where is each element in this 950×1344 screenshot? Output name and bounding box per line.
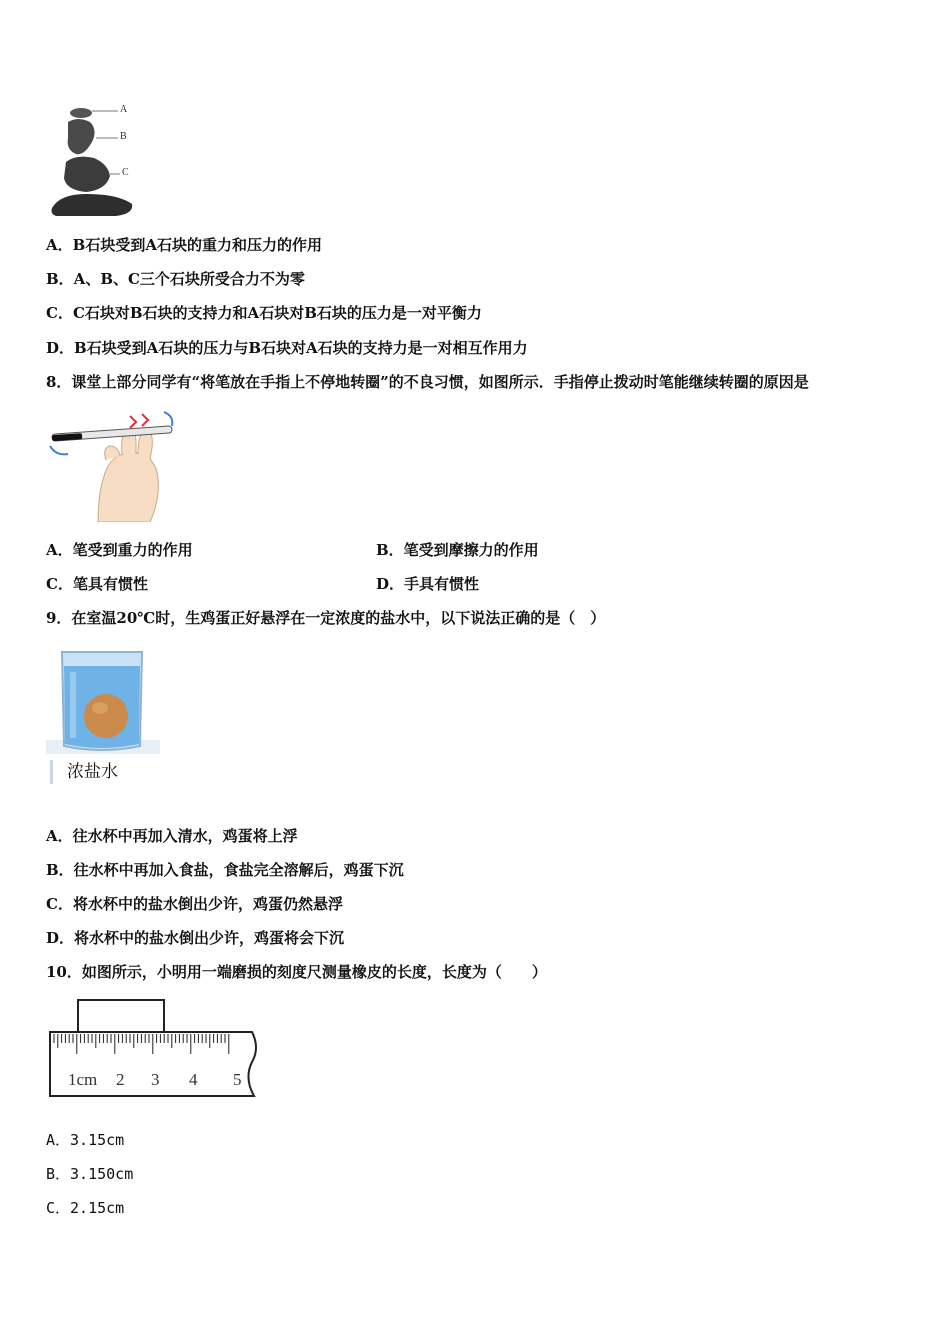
- q9-option-a: A．往水杯中再加入清水，鸡蛋将上浮: [46, 827, 298, 845]
- q10-option-c: C．2.15cm: [46, 1199, 125, 1217]
- q8-option-d: D．手具有惯性: [376, 575, 480, 593]
- q9-option-b: B．往水杯中再加入食盐，食盐完全溶解后，鸡蛋下沉: [46, 861, 404, 879]
- beaker-caption: 浓盐水: [50, 760, 167, 784]
- q8-option-a: A．笔受到重力的作用: [46, 541, 193, 559]
- stone-label-a: A: [120, 104, 128, 115]
- q9-stem: 9．在室温20℃时，生鸡蛋正好悬浮在一定浓度的盐水中，以下说法正确的是（ ）: [46, 609, 606, 627]
- stone-label-b: B: [120, 131, 127, 142]
- q7-option-d: D．B石块受到A石块的压力与B石块对A石块的支持力是一对相互作用力: [46, 339, 528, 357]
- ruler-label-5: 5: [233, 1070, 242, 1089]
- q9-option-c: C．将水杯中的盐水倒出少许，鸡蛋仍然悬浮: [46, 895, 343, 913]
- q8-option-c: C．笔具有惯性: [46, 575, 148, 593]
- q10-option-a: A．3.15cm: [46, 1131, 125, 1149]
- ruler-eraser-figure: [46, 998, 260, 1102]
- beaker-egg-figure: [46, 648, 160, 788]
- q9-option-d: D．将水杯中的盐水倒出少许，鸡蛋将会下沉: [46, 929, 345, 947]
- q7-option-b: B．A、B、C三个石块所受合力不为零: [46, 270, 305, 288]
- ruler-label-2: 2: [116, 1070, 125, 1089]
- pen-spinning-hand-figure: [46, 404, 182, 522]
- q10-stem: 10．如图所示，小明用一端磨损的刻度尺测量橡皮的长度，长度为（ ）: [46, 963, 547, 981]
- ruler-label-1cm: 1cm: [68, 1070, 98, 1089]
- ruler-label-4: 4: [189, 1070, 198, 1089]
- q8-stem: 8．课堂上部分同学有“将笔放在手指上不停地转圈”的不良习惯，如图所示．手指停止拨动时笔能继续转圈的原因是: [46, 373, 809, 391]
- q7-option-a: A．B石块受到A石块的重力和压力的作用: [46, 236, 322, 254]
- q8-option-b: B．笔受到摩擦力的作用: [376, 541, 539, 559]
- q7-option-c: C．C石块对B石块的支持力和A石块对B石块的压力是一对平衡力: [46, 304, 482, 322]
- stone-label-c: C: [122, 167, 129, 178]
- stacked-stones-figure: [46, 100, 138, 218]
- q10-option-b: B．3.150cm: [46, 1165, 134, 1183]
- ruler-label-3: 3: [151, 1070, 160, 1089]
